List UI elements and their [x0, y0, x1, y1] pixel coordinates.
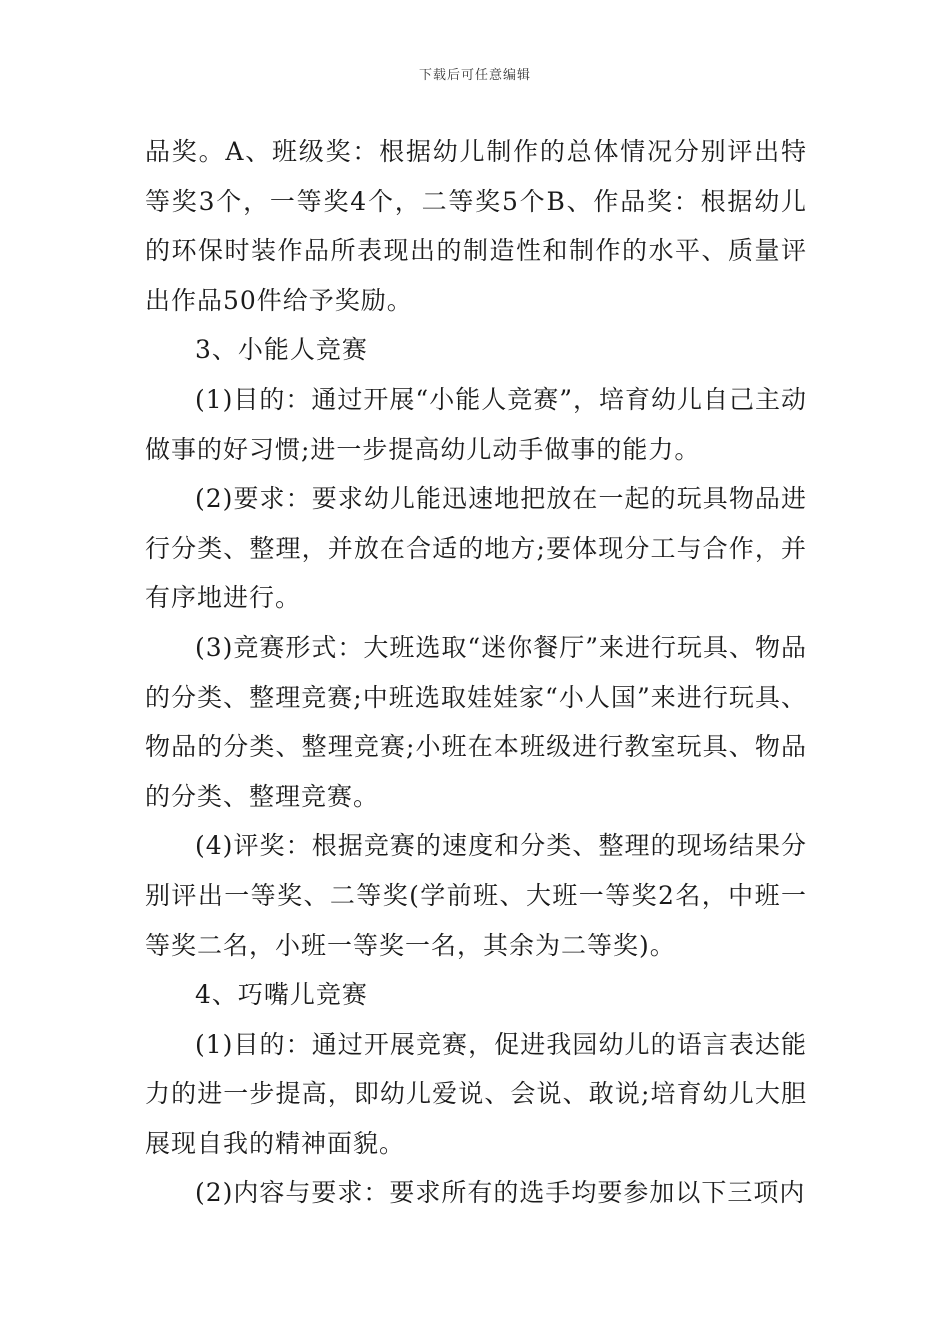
paragraph-award-details: 品奖。A、班级奖：根据幼儿制作的总体情况分别评出特等奖3个，一等奖4个，二等奖5个B、作品奖：根据幼儿的环保时装作品所表现出的制造性和制作的水平、质量评出作品50件给予奖励。 [145, 137, 807, 315]
page-header: 下载后可任意编辑 [418, 68, 531, 83]
section-heading-capable-kids: 3、小能人竞赛 [195, 335, 368, 365]
paragraph-competition-format: (3)竞赛形式：大班选取“迷你餐厅”来进行玩具、物品的分类、整理竞赛;中班选取娃娃家“小人国”来进行玩具、物品的分类、整理竞赛;小班在本班级进行教室玩具、物品的分类、整理竞赛。 [145, 632, 807, 811]
paragraph-speech-purpose: (1)目的：通过开展竞赛，促进我园幼儿的语言表达能力的进一步提高，即幼儿爱说、会说、敢说;培育幼儿大胆展现自我的精神面貌。 [145, 1029, 807, 1158]
paragraph-purpose: (1)目的：通过开展“小能人竞赛”，培育幼儿自己主动做事的好习惯;进一步提高幼儿动手做事的能力。 [145, 384, 807, 464]
paragraph-requirements: (2)要求：要求幼儿能迅速地把放在一起的玩具物品进行分类、整理，并放在合适的地方;要体现分工与合作，并有序地进行。 [145, 484, 807, 613]
document-body [145, 127, 807, 1218]
paragraph-speech-content: (2)内容与要求：要求所有的选手均要参加以下三项内 [195, 1178, 806, 1208]
paragraph-awards: (4)评奖：根据竞赛的速度和分类、整理的现场结果分别评出一等奖、二等奖(学前班、大班一等奖2名，中班一等奖二名，小班一等奖一名，其余为二等奖)。 [145, 831, 807, 960]
section-heading-speech-contest: 4、巧嘴儿竞赛 [195, 980, 368, 1010]
